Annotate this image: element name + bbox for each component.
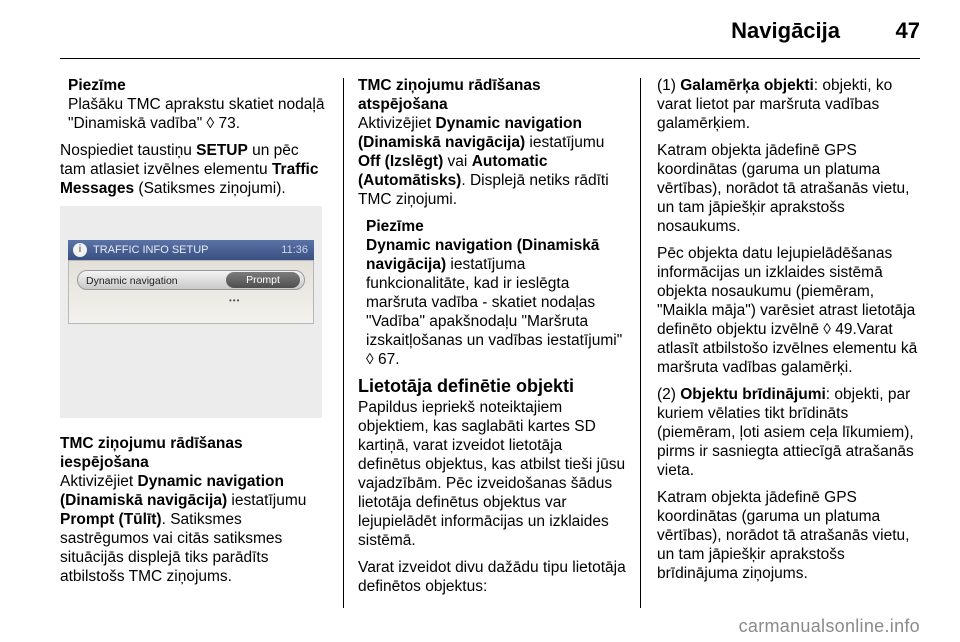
row-label: Dynamic navigation bbox=[86, 275, 178, 287]
screenshot-traffic-info-setup bbox=[60, 206, 322, 418]
screen-title-bar bbox=[68, 240, 314, 260]
note-box bbox=[60, 76, 328, 133]
info-icon: i bbox=[73, 243, 87, 257]
prompt-option[interactable]: Prompt bbox=[226, 272, 300, 288]
column-1 bbox=[60, 76, 328, 594]
paragraph: (1) Galamērķa objekti: objekti, ko varat lietot par maršruta vadības galamērķiem. bbox=[657, 77, 893, 132]
column-2 bbox=[358, 76, 628, 604]
subheading: TMC ziņojumu rādīšanas iespējošana bbox=[60, 435, 243, 471]
paragraph: Papildus iepriekš noteiktajiem objektiem, kas saglabāti kartes SD kartiņā, varat izveidot lietotāja definētus objektus, kas atbilst tieši jūsu vajadzībām. Pēc izveidošanas šādus lietotāja definētus objektus var lejupielādēt informācijas un izklaides sistēmā. bbox=[358, 399, 626, 549]
paragraph: Aktivizējiet Dynamic navigation (Dinamiskā navigācija) iestatījumu Prompt (Tūlīt). Satiksmes sastrēgumos vai citās satiksmes situācijās displejā tiks parādīts atbilstošs TMC ziņojums. bbox=[60, 473, 307, 585]
column-divider-2 bbox=[640, 78, 641, 608]
paragraph: (2) Objektu brīdinājumi: objekti, par kuriem vēlaties tikt brīdināts (piemēram, ļoti asiem ceļa līkumiem), pirms ir sasniegta attiecīgā atrašanās vieta. bbox=[657, 386, 914, 479]
screen-clock: 11:36 bbox=[281, 244, 308, 256]
page-title: Navigācija bbox=[731, 18, 840, 43]
paragraph: Katram objekta jādefinē GPS koordinātas (garuma un platuma vērtības), norādot tā atrašanās vietu, un tam jāpiešķir aprakstošs brīdinājuma ziņojums. bbox=[657, 489, 910, 582]
paragraph: Nospiediet taustiņu SETUP un pēc tam atlasiet izvēlnes elementu Traffic Messages (Satiksmes ziņojumi). bbox=[60, 142, 319, 197]
note-text: Dynamic navigation (Dinamiskā navigācija) iestatījuma funkcionalitāte, kad ir ieslēgta maršruta vadība - skatiet nodaļas "Vadība" apakšnodaļu "Maršruta izskaitļošanas un vadības iestatījumi" ◊ 67. bbox=[366, 237, 623, 368]
screen-title: TRAFFIC INFO SETUP bbox=[93, 244, 209, 256]
scroll-dots: ••• bbox=[229, 296, 241, 305]
header-rule bbox=[60, 58, 920, 59]
screen-panel bbox=[68, 260, 314, 324]
paragraph: Varat izveidot divu dažādu tipu lietotāja definētos objektus: bbox=[358, 559, 626, 595]
note-text: Plašāku TMC aprakstu skatiet nodaļā "Dinamiskā vadība" ◊ 73. bbox=[68, 96, 325, 132]
column-divider-1 bbox=[343, 78, 344, 608]
dynamic-navigation-row[interactable] bbox=[77, 270, 305, 290]
watermark: carmanualsonline.info bbox=[738, 616, 920, 636]
subheading: TMC ziņojumu rādīšanas atspējošana bbox=[358, 77, 541, 113]
paragraph: Aktivizējiet Dynamic navigation (Dinamiskā navigācija) iestatījumu Off (Izslēgt) vai Automatic (Automātisks). Displejā netiks rādīti TMC ziņojumi. bbox=[358, 115, 609, 208]
paragraph: Pēc objekta datu lejupielādēšanas informācijas un izklaides sistēmā objekta nosaukumu (piemēram, "Maikla māja") varēsiet atrast lietotāja definēto objektu izvēlnē ◊ 49.Varat atlasīt atbilstošo izvēlnes elementu kā maršruta vadības galamērķi. bbox=[657, 245, 918, 376]
note-title: Piezīme bbox=[366, 218, 424, 235]
page-header bbox=[0, 0, 960, 58]
section-heading: Lietotāja definētie objekti bbox=[358, 376, 575, 396]
page-number: 47 bbox=[895, 18, 920, 43]
paragraph: Katram objekta jādefinē GPS koordinātas (garuma un platuma vērtības), norādot tā atrašanās vietu, un tam jāpiešķir aprakstošs nosaukums. bbox=[657, 142, 910, 235]
note-title: Piezīme bbox=[68, 77, 126, 94]
column-3 bbox=[657, 76, 925, 591]
note-box bbox=[358, 217, 628, 369]
